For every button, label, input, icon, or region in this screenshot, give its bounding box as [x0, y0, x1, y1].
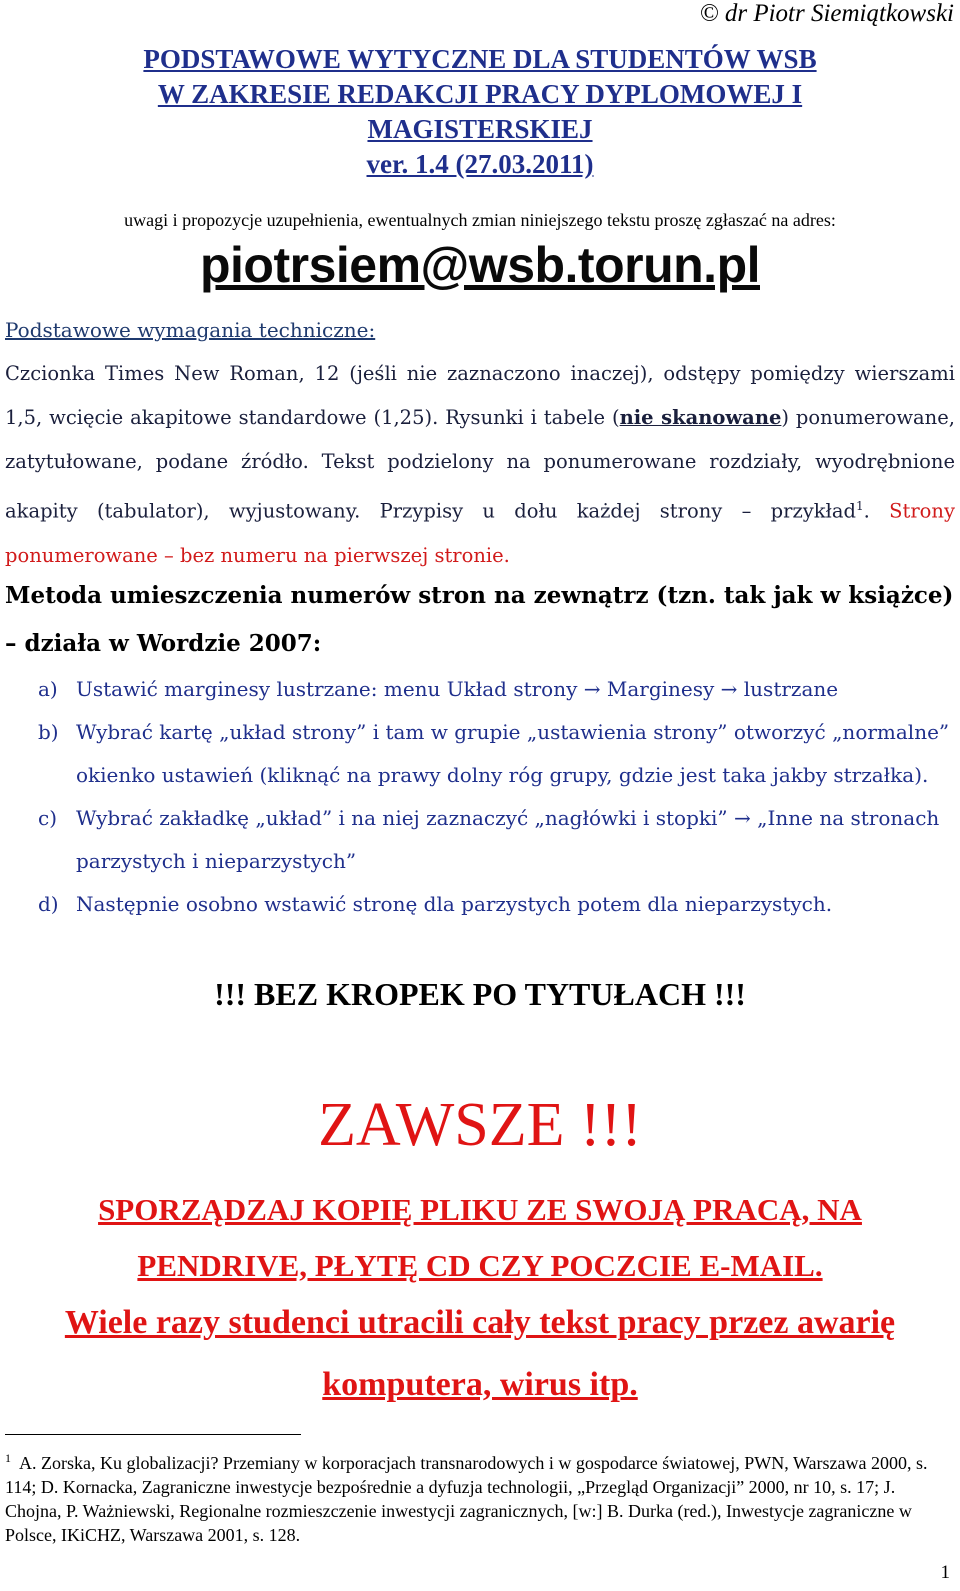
requirements-text: Czcionka Times New Roman, 12 (jeśli nie zaznaczono inaczej), odstępy pomiędzy wierszami 1,5, wcięcie akapitowe standardowe (1,25). Rysunki i tabele (	[5, 362, 955, 429]
list-item	[38, 711, 953, 797]
not-scanned-emphasis: nie skanowane	[619, 406, 782, 429]
requirements-heading: Podstawowe wymagania techniczne:	[5, 318, 376, 342]
requirements-text: ) ponumerowane, zatytułowane, podane źródło. Tekst podzielony na ponumerowane rozdziały, wyodrębnione akapity (tabulator), wyjustowany. Przypisy u dołu każdej strony – przykład	[5, 406, 955, 523]
list-item-text: Wybrać kartę „układ strony” i tam w grupie „ustawienia strony” otworzyć „normalne” okienko ustawień (kliknąć na prawy dolny róg grupy, gdzie jest taka jakby strzałka).	[76, 720, 950, 787]
requirements-paragraph	[5, 352, 955, 578]
title-line: W ZAKRESIE REDAKCJI PRACY DYPLOMOWEJ I	[157, 79, 803, 109]
data-loss-warning	[0, 1292, 960, 1416]
list-item	[38, 883, 953, 926]
no-dots-warning: !!! BEZ KROPEK PO TYTUŁACH !!!	[214, 976, 746, 1012]
version-line: ver. 1.4 (27.03.2011)	[366, 149, 594, 179]
footnote-marker: 1	[5, 1451, 11, 1465]
list-marker: c)	[38, 806, 58, 830]
list-item-text: Następnie osobno wstawić stronę dla parzystych potem dla nieparzystych.	[76, 892, 833, 916]
list-item-text: Ustawić marginesy lustrzane: menu Układ strony → Marginesy → lustrzane	[76, 677, 839, 701]
always-heading: ZAWSZE !!!	[318, 1091, 642, 1159]
list-marker: d)	[38, 892, 59, 916]
backup-warning	[0, 1182, 960, 1294]
list-item	[38, 668, 953, 711]
requirements-text: .	[863, 499, 870, 523]
list-marker: a)	[38, 677, 58, 701]
data-loss-line: komputera, wirus itp.	[322, 1366, 638, 1403]
title-line: MAGISTERSKIEJ	[367, 114, 593, 144]
page-numbering-note: Strony ponumerowane – bez numeru na pierwszej stronie.	[5, 499, 955, 567]
footnote-text: A. Zorska, Ku globalizacji? Przemiany w korporacjach transnarodowych i w gospodarce światowej, PWN, Warszawa 2000, s. 114; D. Kornacka, Zagraniczne inwestycje bezpośrednie a dyfuzja technologii, „Przegląd Organizacji” 2000, nr 10, s. 17; J. Chojna, P. Ważniewski, Regionalne rozmieszczenie inwestycji zagranicznych, [w:] B. Durka (red.), Inwestycje zagraniczne w Polsce, IKiCHZ, Warszawa 2001, s. 128.	[5, 1453, 928, 1545]
list-item	[38, 797, 953, 883]
data-loss-line: Wiele razy studenci utracili cały tekst pracy przez awarię	[64, 1304, 896, 1341]
feedback-notice: uwagi i propozycje uzupełnienia, ewentualnych zmian niniejszego tekstu proszę zgłaszać na adres:	[124, 210, 836, 230]
method-heading: Metoda umieszczenia numerów stron na zewnątrz (tzn. tak jak w książce) – działa w Wordzie 2007:	[5, 582, 954, 657]
title-line: PODSTAWOWE WYTYCZNE DLA STUDENTÓW WSB	[143, 44, 817, 74]
page-number: 1	[940, 1562, 950, 1583]
document-title	[0, 42, 960, 182]
backup-line: PENDRIVE, PŁYTĘ CD CZY POCZCIE E-MAIL.	[137, 1248, 823, 1283]
list-item-text: Wybrać zakładkę „układ” i na niej zaznaczyć „nagłówki i stopki” → „Inne na stronach parzystych i nieparzystych”	[76, 806, 940, 873]
footnote-reference: 1	[856, 499, 864, 513]
footnote-separator	[5, 1434, 301, 1435]
footnote	[5, 1446, 950, 1547]
contact-email: piotrsiem@wsb.torun.pl	[200, 237, 760, 293]
backup-line: SPORZĄDZAJ KOPIĘ PLIKU ZE SWOJĄ PRACĄ, NA	[98, 1192, 862, 1227]
list-marker: b)	[38, 720, 59, 744]
copyright-notice: © dr Piotr Siemiątkowski	[699, 0, 954, 27]
method-steps-list	[38, 668, 953, 926]
